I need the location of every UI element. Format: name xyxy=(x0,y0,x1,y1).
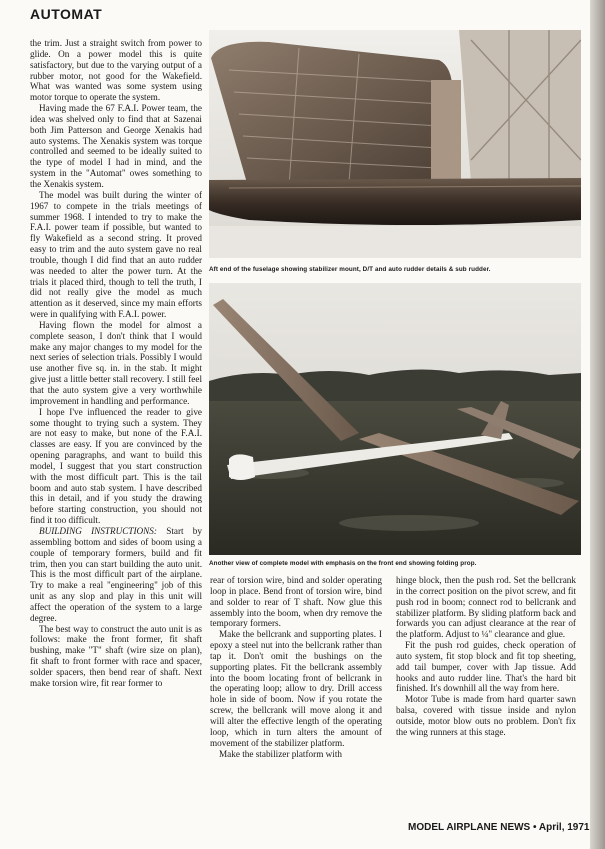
text-column-3 xyxy=(396,575,576,815)
building-instructions-text: Start by assembling bottom and sides of boom using a couple of temporary formers, build and fit trim, then you can start building the auto unit. This is the most difficult part of the airplane. Try to make a real "engineering" job of this unit as any slop and play in this unit will affect the operation of the system to a large degree. xyxy=(30,525,202,623)
paragraph: hinge block, then the push rod. Set the bellcrank in the correct position on the pivot screw, and fit push rod in boom; connect rod to bellcrank and stabilizer platform. By sliding platform back and forwards you can adjust clearance at the rear of the platform. Adjust to ¼" clearance and glue. xyxy=(396,575,576,640)
paragraph: Fit the push rod guides, check operation of auto system, fit stop block and fit top sheeting, add tail bumper, cover with Jap tissue. Add hooks and auto rudder line. That's the hard bit finished. It's downhill all the way from here. xyxy=(396,640,576,694)
paragraph: Motor Tube is made from hard quarter sawn balsa, covered with tissue inside and nylon outside, motor blow outs no problem. Don't fix the wing runners at this stage. xyxy=(396,694,576,737)
paragraph: The best way to construct the auto unit is as follows: make the front former, fit shaft bushing, make "T" shaft (wire size on plan), fit shaft to front former with race and spacer, solder spacers, then bend rear of shaft. Next make torsion wire, fit rear former to xyxy=(30,623,202,688)
paragraph: rear of torsion wire, bind and solder operating loop in place. Bend front of torsion wire, bind and solder to rear of T shaft. Now glue this assembly into the boom, when dry remove the temporary formers. xyxy=(210,575,382,629)
page-footer: MODEL AIRPLANE NEWS • April, 1971 xyxy=(408,822,590,833)
photo-complete-model xyxy=(209,283,581,555)
paragraph: Make the stabilizer platform with xyxy=(219,748,342,759)
paragraph: Make the bellcrank and supporting plates. I epoxy a steel nut into the bellcrank rather than tap it. Don't omit the bushings on the supporting plates. Fit the bellcrank assembly into the boom locating front of bellcrank in the operating loop; allow to dry. Drill access hole in side of boom. Now if you rotate the screw, the bellcrank will move along it and will alter the effective length of the operating loop, which in turn alters the amount of movement of the stabilizer platform. xyxy=(210,629,382,748)
text-column-2 xyxy=(210,575,382,815)
paragraph: I hope I've influenced the reader to give some thought to trying such a system. They are not easy to make, but none of the F.A.I. classes are easy. If you are convinced by the opening paragraphs, and want to build this model, I suggest that you start construction with the most difficult part. This is the tail boom and auto stab system. I have described this in detail, and if you study the drawing before starting construction, you should not find it too difficult. xyxy=(30,406,202,526)
paragraph: The model was built during the winter of 1967 to compete in the trials meetings of summer 1968. I intended to try to make the F.A.I. power team if possible, but wanted to fly Wakefield as a second string. It proved easy to trim and the auto system gave no real trouble, though I did find that an auto rudder was needed to alter the power turn. At the trials it placed third, though to tell the truth, I did not really give the model as much attention as it deserved, since my main efforts were in qualifying with F.A.I. power. xyxy=(30,189,202,320)
photo-fuselage-aft-end xyxy=(209,30,581,258)
text-column-1 xyxy=(30,38,202,818)
photo-caption: Another view of complete model with emphasis on the front end showing folding prop. xyxy=(209,560,477,567)
photo-caption: Aft end of the fuselage showing stabilizer mount, D/T and auto rudder details & sub rudder. xyxy=(209,266,491,273)
building-instructions-paragraph xyxy=(30,526,202,624)
paragraph: the trim. Just a straight switch from power to glide. On a power model this is quite satisfactory, but due to the varying output of a rubber motor, not good for the Wakefield. What was wanted was some system using motor torque to operate the system. xyxy=(30,38,202,103)
binding-shadow xyxy=(590,0,605,849)
paragraph: Having made the 67 F.A.I. Power team, the idea was shelved only to find that at Sazenai both Jim Patterson and George Xenakis had auto systems. The Xenakis system was torque controlled and seemed to be ideally suited to the type of model I had in mind, and the system in the "Automat" owes something to the Xenakis system. xyxy=(30,103,202,189)
building-instructions-heading: BUILDING INSTRUCTIONS: xyxy=(39,525,157,536)
article-title: AUTOMAT xyxy=(30,6,103,22)
paragraph: Having flown the model for almost a complete season, I don't think that I would make any major changes to my model for the next series of selection trials. Possibly I would use another five sq. in. in the stab. It might give just a little better stall recovery. I still feel that the auto system give a very worthwhile improvement in handling and performance. xyxy=(30,319,202,406)
